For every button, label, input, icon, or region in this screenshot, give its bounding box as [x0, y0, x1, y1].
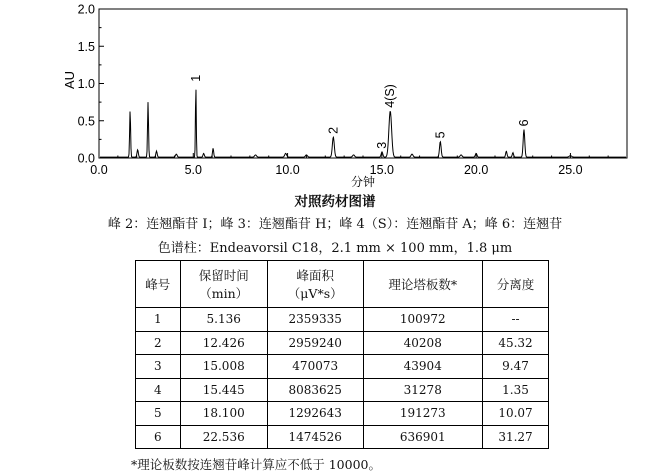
peak-identification-caption: 峰 2：连翘酯苷 I；峰 3：连翘酯苷 H；峰 4（S）：连翘酯苷 A；峰 6：连翘苷 — [107, 217, 563, 232]
table-row — [136, 308, 549, 332]
cell-peak-area: 1292643 — [267, 402, 363, 426]
header-peak-area-label: 峰面积 — [296, 268, 334, 283]
y-tick-label: 1.5 — [77, 39, 95, 54]
y-axis-label: AU — [62, 70, 77, 90]
table-row — [136, 425, 549, 449]
x-axis-label: 分钟 — [350, 175, 376, 189]
cell-theoretical-plates: 43904 — [363, 355, 482, 379]
x-tick-label: 5.0 — [184, 163, 202, 177]
peak-label: 2 — [326, 126, 341, 134]
header-peak-area — [267, 261, 363, 308]
header-retention-time-label: 保留时间 — [198, 268, 249, 283]
peak-label: 3 — [375, 141, 389, 149]
cell-peak-area: 2359335 — [267, 308, 363, 332]
table-row — [136, 402, 549, 426]
header-retention-time — [180, 261, 267, 308]
cell-peak-number: 4 — [136, 378, 181, 402]
x-tick-label: 25.0 — [558, 163, 583, 177]
cell-retention-time: 12.426 — [180, 331, 267, 355]
cell-peak-number: 2 — [136, 331, 181, 355]
cell-peak-number: 6 — [136, 425, 181, 449]
chromatogram-trace — [100, 90, 626, 157]
cell-theoretical-plates: 31278 — [363, 378, 482, 402]
peak-label: 5 — [433, 131, 448, 139]
cell-peak-area: 470073 — [267, 355, 363, 379]
cell-resolution: 45.32 — [483, 331, 549, 355]
table-row — [136, 355, 549, 379]
x-tick-label: 0.0 — [90, 163, 108, 177]
peak-data-table — [135, 260, 549, 449]
x-tick-label: 20.0 — [463, 163, 489, 177]
cell-peak-area: 1474526 — [267, 425, 363, 449]
y-tick-label: 1.0 — [77, 77, 95, 91]
x-tick-label: 15.0 — [369, 163, 395, 177]
cell-peak-number: 1 — [136, 308, 181, 332]
cell-peak-area: 8083625 — [267, 378, 363, 402]
cell-resolution: 9.47 — [483, 355, 549, 379]
y-tick-label: 2.0 — [77, 2, 95, 17]
cell-retention-time: 15.008 — [180, 355, 267, 379]
column-info-caption: 色谱柱：Endeavorsil C18，2.1 mm × 100 mm，1.8 μm — [157, 241, 513, 256]
cell-retention-time: 22.536 — [180, 425, 267, 449]
cell-resolution: 31.27 — [483, 425, 549, 449]
cell-theoretical-plates: 100972 — [363, 308, 482, 332]
peak-label: 4(S) — [383, 84, 398, 108]
plot-frame — [99, 9, 627, 158]
table-header-row — [136, 261, 549, 308]
chart-title: 对照药材图谱 — [294, 194, 376, 210]
peak-label: 1 — [188, 74, 203, 82]
peak-labels — [189, 75, 531, 149]
peak-label: 6 — [517, 119, 531, 127]
cell-resolution: -- — [483, 308, 549, 332]
cell-resolution: 10.07 — [483, 402, 549, 426]
cell-peak-number: 5 — [136, 402, 181, 426]
footnote: *理论板数按连翘苷峰计算应不低于 10000。 — [131, 457, 381, 472]
table-row — [136, 378, 549, 402]
y-tick-label: 0.5 — [77, 114, 95, 129]
table-body — [136, 308, 549, 449]
table-row — [136, 331, 549, 355]
cell-resolution: 1.35 — [483, 378, 549, 402]
header-resolution: 分离度 — [483, 261, 549, 308]
chromatogram — [0, 0, 670, 190]
cell-retention-time: 15.445 — [180, 378, 267, 402]
x-tick-label: 10.0 — [275, 163, 300, 177]
header-peak-number: 峰号 — [136, 261, 181, 308]
header-peak-area-unit: （μV*s） — [287, 286, 343, 301]
cell-retention-time: 18.100 — [180, 402, 267, 426]
header-theoretical-plates: 理论塔板数* — [363, 261, 482, 308]
cell-peak-number: 3 — [136, 355, 181, 379]
cell-theoretical-plates: 191273 — [363, 402, 482, 426]
chart-axes — [78, 3, 627, 178]
cell-retention-time: 5.136 — [180, 308, 267, 332]
header-retention-time-unit: （min） — [199, 286, 249, 301]
cell-peak-area: 2959240 — [267, 331, 363, 355]
cell-theoretical-plates: 636901 — [363, 425, 482, 449]
y-tick-label: 0.0 — [77, 151, 95, 166]
cell-theoretical-plates: 40208 — [363, 331, 482, 355]
